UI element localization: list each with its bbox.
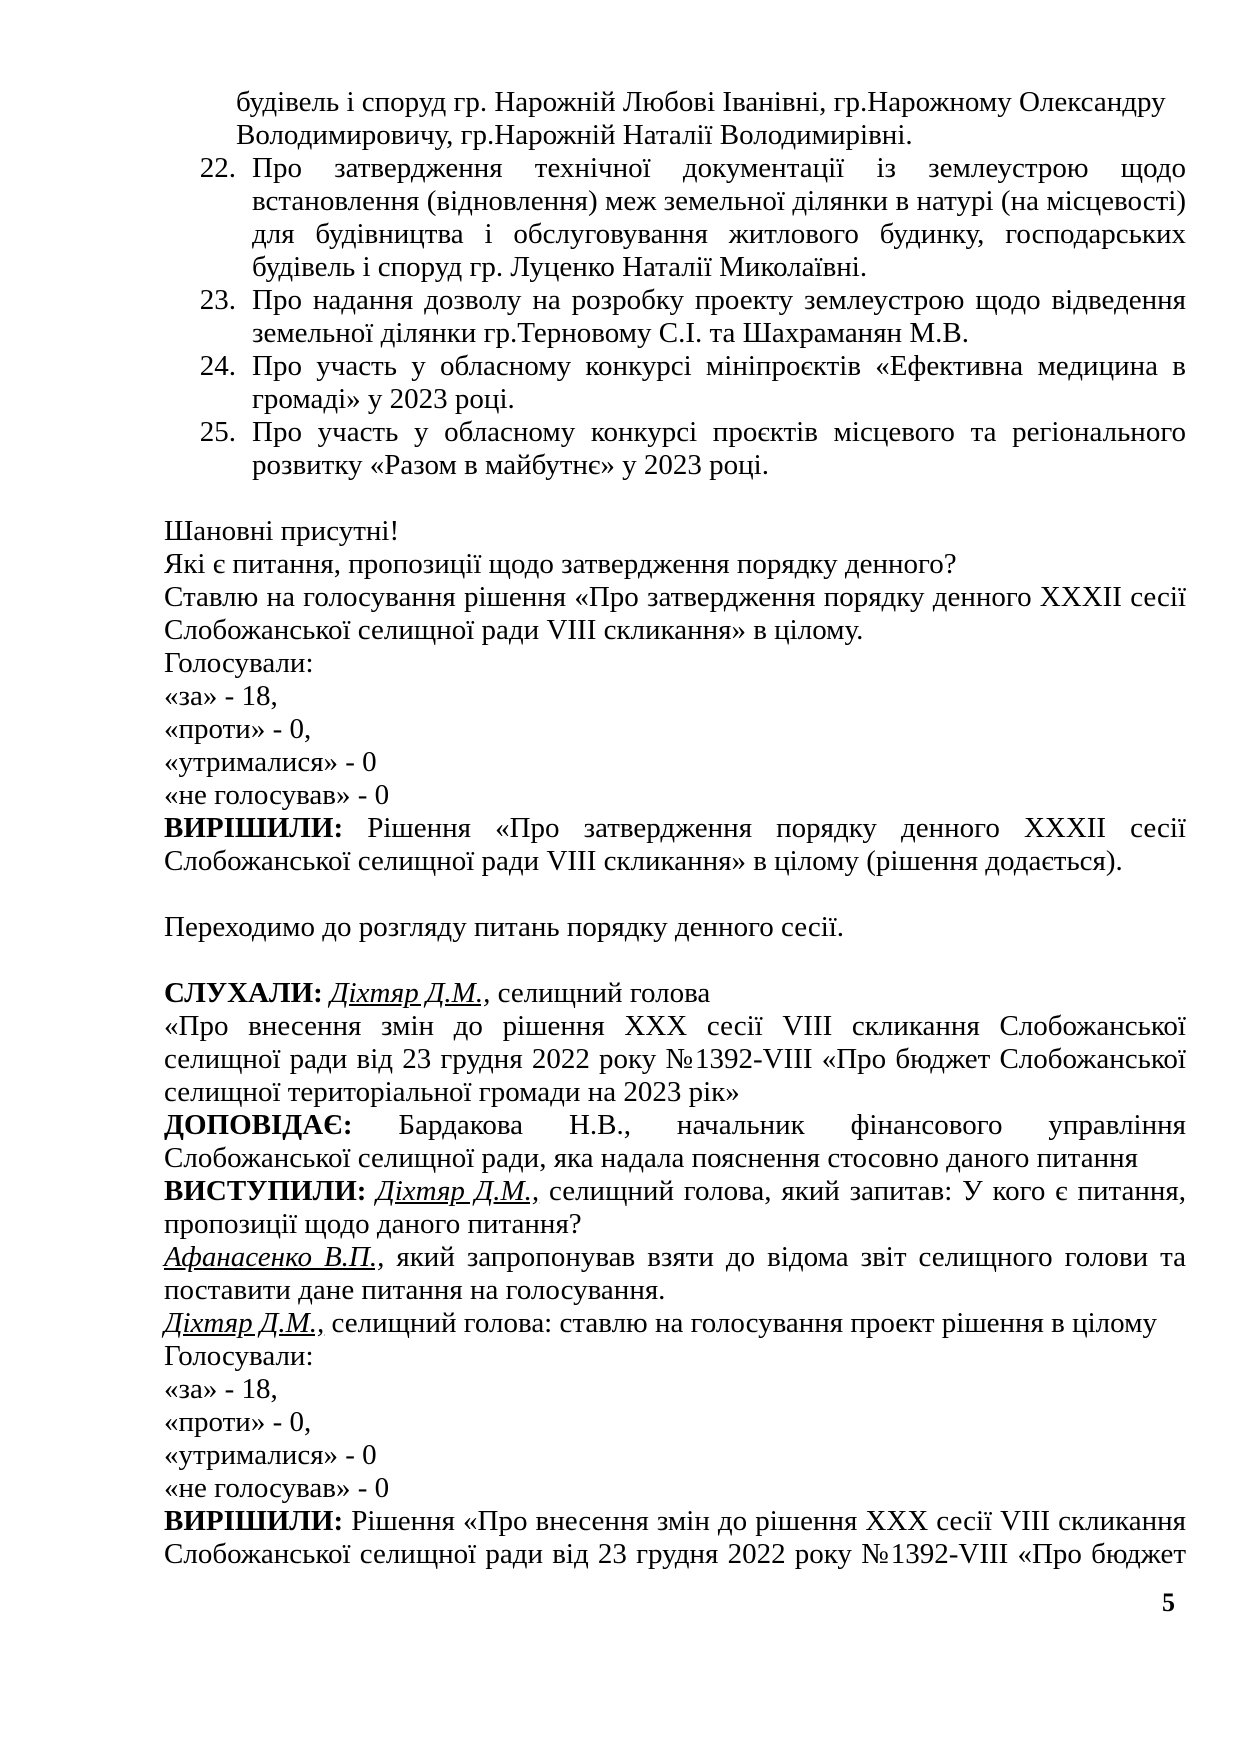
decided-label-2: ВИРІШИЛИ: — [164, 1505, 344, 1537]
report-text: Бардакова Н.В., начальник фінансового управління Слобожанської селищної ради, яка надала пояснення стосовно даного питання — [164, 1109, 1186, 1174]
vote-call: Ставлю на голосування рішення «Про затвердження порядку денного XXXII сесії Слобожанської селищної ради VIII скликання» в цілому. — [164, 581, 1186, 646]
agenda-item-number: 23. — [199, 284, 236, 316]
agenda-item-22 — [164, 152, 1186, 284]
report-label: ДОПОВІДАЄ: — [164, 1109, 353, 1141]
agenda-continuation-line2: Володимировичу, гр.Нарожній Наталії Володимирівні. — [236, 119, 913, 151]
voted-label: Голосували: — [164, 647, 314, 679]
agenda-item-text: Про участь у обласному конкурсі проєктів місцевого та регіонального розвитку «Разом в майбутнє» у 2023 році. — [252, 416, 1186, 481]
transition-text: Переходимо до розгляду питань порядку денного сесії. — [164, 911, 845, 943]
agenda-item-number: 25. — [199, 416, 236, 448]
vote-abstained-2: «утрималися» - 0 — [164, 1439, 377, 1471]
speaker2-paragraph — [164, 1241, 1186, 1307]
vote-for: «за» - 18, — [164, 680, 278, 712]
speaker2-text: який запропонував взяти до відома звіт селищного голови та поставити дане питання на голосування. — [164, 1241, 1186, 1306]
vote-not-voted-2: «не голосував» - 0 — [164, 1472, 390, 1504]
report-paragraph — [164, 1109, 1186, 1175]
heard-paragraph — [164, 977, 1186, 1010]
decision-paragraph-2 — [164, 1505, 1186, 1571]
heard-label: СЛУХАЛИ: — [164, 977, 323, 1009]
agenda-item-text: Про надання дозволу на розробку проекту землеустрою щодо відведення земельної ділянки гр.Терновому С.І. та Шахраманян М.В. — [252, 284, 1186, 349]
heard-role: селищний голова — [490, 977, 711, 1009]
agenda-item-23 — [164, 284, 1186, 350]
spoke-text: селищний голова, який запитав: У кого є питання, пропозиції щодо даного питання? — [164, 1175, 1187, 1240]
agenda-continuation-line1: будівель і споруд гр. Нарожній Любові Іванівні, гр.Нарожному Олександру — [236, 86, 1166, 118]
agenda-item-24 — [164, 350, 1186, 416]
speaker3-name: Діхтяр Д.М., — [164, 1307, 325, 1339]
vote-not-voted: «не голосував» - 0 — [164, 779, 390, 811]
speaker3-text: селищний голова: ставлю на голосування проект рішення в цілому — [324, 1307, 1157, 1339]
greeting: Шановні присутні! — [164, 515, 400, 547]
topic-paragraph: «Про внесення змін до рішення XXX сесії VIII скликання Слобожанської селищної ради від 23 грудня 2022 року №1392-VIII «Про бюджет Слобожанської селищної територіальної громади на 2023 рік» — [164, 1010, 1186, 1108]
agenda-item-25 — [164, 416, 1186, 482]
decision-paragraph — [164, 812, 1186, 878]
spoke-name: Діхтяр Д.М., — [376, 1175, 540, 1207]
decided-text: Рішення «Про затвердження порядку денного XXXII сесії Слобожанської селищної ради VIII скликання» в цілому (рішення додається). — [164, 812, 1186, 877]
heard-name: Діхтяр Д.М., — [330, 977, 491, 1009]
agenda-item-number: 24. — [199, 350, 236, 382]
agenda-item-number: 22. — [199, 152, 236, 184]
vote-against-2: «проти» - 0, — [164, 1406, 312, 1438]
decided-text-2: Рішення «Про внесення змін до рішення XXX сесії VIII скликання Слобожанської селищної ради від 23 грудня 2022 року №1392-VIII «Про бюджет — [164, 1505, 1186, 1570]
spoke-paragraph — [164, 1175, 1186, 1241]
voted-label-2: Голосували: — [164, 1340, 314, 1372]
agenda-item-text: Про участь у обласному конкурсі мініпроєктів «Ефективна медицина в громаді» у 2023 році. — [252, 350, 1186, 415]
spoke-label: ВИСТУПИЛИ: — [164, 1175, 367, 1207]
agenda-continuation — [164, 86, 1186, 152]
document-page — [164, 86, 1186, 1571]
vote-for-2: «за» - 18, — [164, 1373, 278, 1405]
decided-label: ВИРІШИЛИ: — [164, 812, 344, 844]
agenda-item-text: Про затвердження технічної документації із землеустрою щодо встановлення (відновлення) меж земельної ділянки в натурі (на місцевості) для будівництва і обслуговування житлового будинку, господарських будівель і споруд гр. Луценко Наталії Миколаївні. — [252, 152, 1186, 283]
vote-abstained: «утрималися» - 0 — [164, 746, 377, 778]
page-number: 5 — [1162, 1588, 1175, 1617]
speaker2-name: Афанасенко В.П., — [164, 1241, 385, 1273]
agenda-question: Які є питання, пропозиції щодо затвердження порядку денного? — [164, 548, 957, 580]
vote-against: «проти» - 0, — [164, 713, 312, 745]
speaker3-paragraph — [164, 1307, 1186, 1340]
